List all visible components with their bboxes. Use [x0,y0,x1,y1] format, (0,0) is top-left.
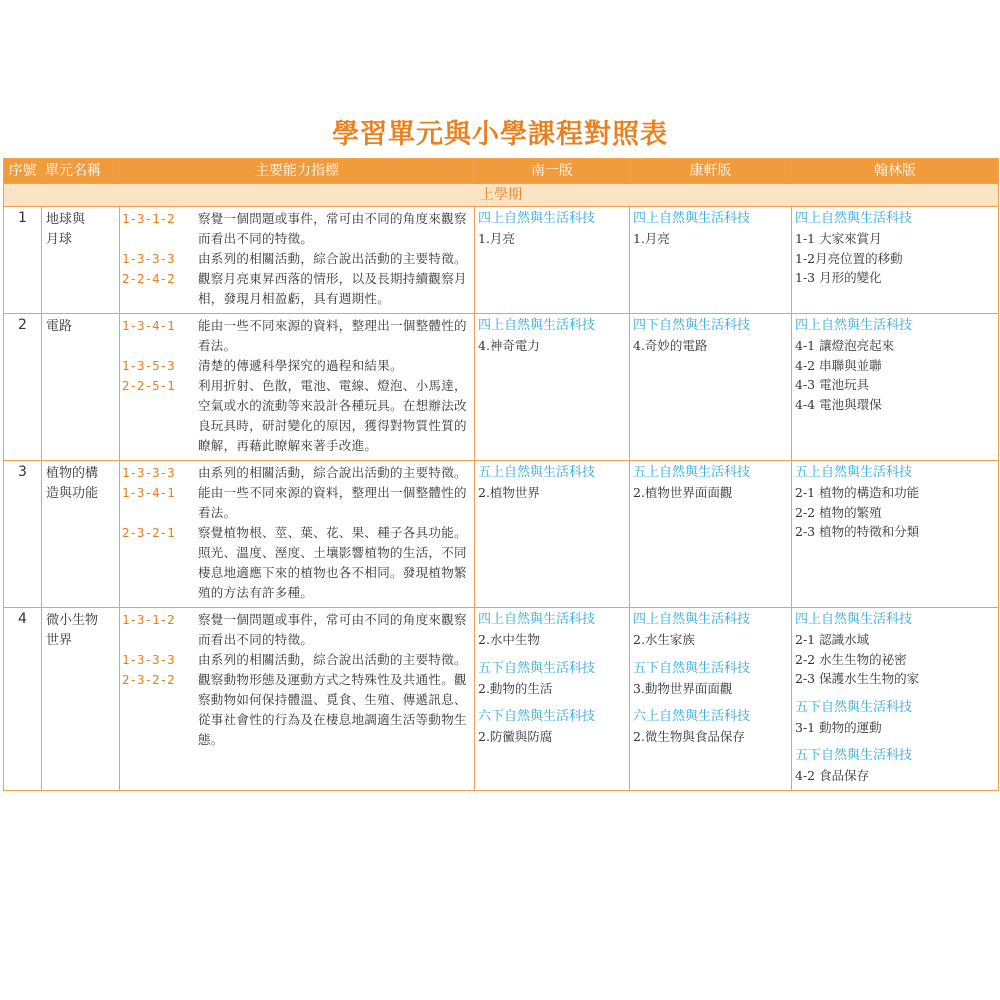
version-item: 1.月亮 [478,231,515,246]
version-cell-v3 [792,207,999,314]
version-item: 4-2 串聯與並聯 [795,357,882,373]
version-cell-v3 [792,314,999,461]
ability-code: 1-3-3-3 [122,652,175,667]
ability-item [122,356,472,376]
ability-item [122,269,472,309]
ability-item [122,483,472,523]
row-number: 1 [4,207,42,314]
version-item: 4-2 食品保存 [795,768,870,783]
version-item: 4.奇妙的電路 [633,338,708,353]
row-number: 4 [4,608,42,791]
ability-code: 1-3-4-1 [122,318,175,333]
version-title: 五上自然與生活科技 [633,465,751,480]
ability-text: 由系列的相關活動，綜合說出活動的主要特徵。 [198,465,467,480]
version-title: 四上自然與生活科技 [478,211,596,226]
version-cell-v3 [792,461,999,608]
version-item: 2.植物世界 [478,485,540,500]
ability-code: 1-3-1-2 [122,612,175,627]
unit-name: 電路 [42,314,120,461]
version-item: 1-1 大家來賞月 [795,231,882,246]
table-row [4,608,999,791]
version-block [633,209,789,249]
version-block [795,316,996,414]
header-v1: 南一版 [475,159,630,184]
version-item: 2-2 植物的繁殖 [795,504,882,520]
version-cell-v2 [630,207,792,314]
row-number: 3 [4,461,42,608]
version-title: 五下自然與生活科技 [795,699,913,715]
ability-text: 能由一些不同來源的資料，整理出一個整體性的看法。 [198,318,467,353]
ability-item [122,523,472,603]
ability-text: 察覺一個問題或事件，常可由不同的角度來觀察而看出不同的特徵。 [198,612,467,647]
ability-cell [120,461,475,608]
ability-code: 2-3-2-1 [122,525,175,540]
version-item: 3.動物世界面面觀 [633,680,733,696]
version-cell-v1 [475,207,630,314]
version-title: 五下自然與生活科技 [633,660,751,676]
ability-text: 觀察動物形態及運動方式之特殊性及共通性。觀察動物如何保持體溫、覓食、生殖、傳遞訊息、從事社會性的行為及在棲息地調適生活等動物生態。 [198,672,467,747]
version-item: 4-4 電池與環保 [795,396,882,412]
version-cell-v3 [792,608,999,791]
ability-text: 察覺植物根、莖、葉、花、果、種子各具功能。照光、溫度、溼度、土壤影響植物的生活，不同棲息地適應下來的植物也各不相同。發現植物繁殖的方法有許多種。 [198,525,467,600]
version-title: 四上自然與生活科技 [633,612,751,627]
version-item: 2.水生家族 [633,632,695,647]
version-title: 四上自然與生活科技 [795,211,913,226]
version-title: 五上自然與生活科技 [795,465,913,480]
curriculum-table [3,158,999,791]
version-block [478,463,627,503]
version-block [478,209,627,249]
header-v3: 翰林版 [792,159,999,184]
version-cell-v1 [475,314,630,461]
version-title: 五下自然與生活科技 [478,660,596,676]
version-item: 2.水中生物 [478,632,540,647]
version-cell-v2 [630,314,792,461]
version-title: 五下自然與生活科技 [795,748,913,763]
unit-name: 植物的構 造與功能 [42,461,120,608]
ability-cell [120,207,475,314]
version-title: 四上自然與生活科技 [633,211,751,226]
version-title: 四上自然與生活科技 [795,612,913,627]
version-block [478,610,627,650]
version-item: 3-1 動物的運動 [795,719,882,735]
version-block [795,746,996,786]
ability-item [122,209,472,249]
ability-code: 1-3-3-3 [122,465,175,480]
header-no: 序號 [4,159,42,184]
ability-code: 2-2-4-2 [122,271,175,286]
ability-text: 能由一些不同來源的資料，整理出一個整體性的看法。 [198,485,467,520]
table-body [4,184,999,791]
version-block [478,707,627,747]
version-block [633,610,789,650]
ability-item [122,376,472,456]
row-number: 2 [4,314,42,461]
ability-text: 清楚的傳遞科學探究的過程和結果。 [198,358,403,373]
version-item: 1-2月亮位置的移動 [795,250,903,266]
version-block [795,698,996,738]
ability-code: 1-3-5-3 [122,358,175,373]
header-row [4,159,999,184]
ability-item [122,249,472,269]
version-item: 2.微生物與食品保存 [633,729,745,744]
version-block [633,316,789,356]
ability-text: 觀察月亮東昇西落的情形，以及長期持續觀察月相，發現月相盈虧，具有週期性。 [198,271,467,306]
version-block [795,610,996,689]
version-cell-v2 [630,461,792,608]
version-block [633,463,789,503]
ability-code: 1-3-3-3 [122,251,175,266]
unit-name: 地球與 月球 [42,207,120,314]
version-title: 五上自然與生活科技 [478,465,596,480]
version-block [478,316,627,356]
version-item: 2.植物世界面面觀 [633,485,733,500]
version-item: 4.神奇電力 [478,338,540,353]
version-cell-v2 [630,608,792,791]
ability-item [122,610,472,650]
ability-code: 1-3-1-2 [122,211,175,226]
version-title: 四上自然與生活科技 [478,318,596,333]
version-block [633,659,789,699]
version-item: 2-2 水生生物的祕密 [795,651,907,667]
ability-text: 利用折射、色散，電池、電線、燈泡、小馬達，空氣或水的流動等來設計各種玩具。在想辦法改良玩具時，研討變化的原因，獲得對物質性質的瞭解，再藉此瞭解來著手改進。 [198,378,467,453]
version-item: 4-3 電池玩具 [795,377,870,392]
version-title: 四上自然與生活科技 [478,612,596,627]
ability-cell [120,608,475,791]
version-cell-v1 [475,461,630,608]
version-block [478,659,627,699]
ability-item [122,463,472,483]
version-item: 2-3 保護水生生物的家 [795,671,920,686]
version-title: 四上自然與生活科技 [795,318,913,333]
version-item: 2.防黴與防腐 [478,729,553,744]
ability-code: 2-3-2-2 [122,672,175,687]
version-title: 六上自然與生活科技 [633,709,751,724]
ability-text: 察覺一個問題或事件，常可由不同的角度來觀察而看出不同的特徵。 [198,211,467,246]
version-block [795,463,996,542]
unit-name: 微小生物 世界 [42,608,120,791]
version-item: 1.月亮 [633,231,670,246]
ability-item [122,670,472,750]
ability-text: 由系列的相關活動，綜合說出活動的主要特徵。 [198,251,467,266]
ability-text: 由系列的相關活動，綜合說出活動的主要特徵。 [198,652,467,667]
ability-cell [120,314,475,461]
version-item: 2-1 認識水域 [795,632,870,647]
ability-code: 1-3-4-1 [122,485,175,500]
version-item: 2-1 植物的構造和功能 [795,485,920,500]
table-row [4,207,999,314]
version-item: 2-3 植物的特徵和分類 [795,524,920,539]
header-v2: 康軒版 [630,159,792,184]
version-item: 1-3 月形的變化 [795,270,882,285]
table-row [4,314,999,461]
page-title: 學習單元與小學課程對照表 [332,119,668,150]
ability-code: 2-2-5-1 [122,378,175,393]
version-cell-v1 [475,608,630,791]
version-title: 六下自然與生活科技 [478,709,596,724]
ability-item [122,650,472,670]
version-block [795,209,996,288]
table-row [4,461,999,608]
version-title: 四下自然與生活科技 [633,318,751,333]
ability-item [122,316,472,356]
header-ability: 主要能力指標 [120,159,475,184]
version-item: 2.動物的生活 [478,680,553,696]
version-item: 4-1 讓燈泡亮起來 [795,338,895,353]
header-unit: 單元名稱 [42,159,120,184]
semester-row [4,184,999,207]
version-block [633,707,789,747]
semester-label: 上學期 [4,184,999,207]
